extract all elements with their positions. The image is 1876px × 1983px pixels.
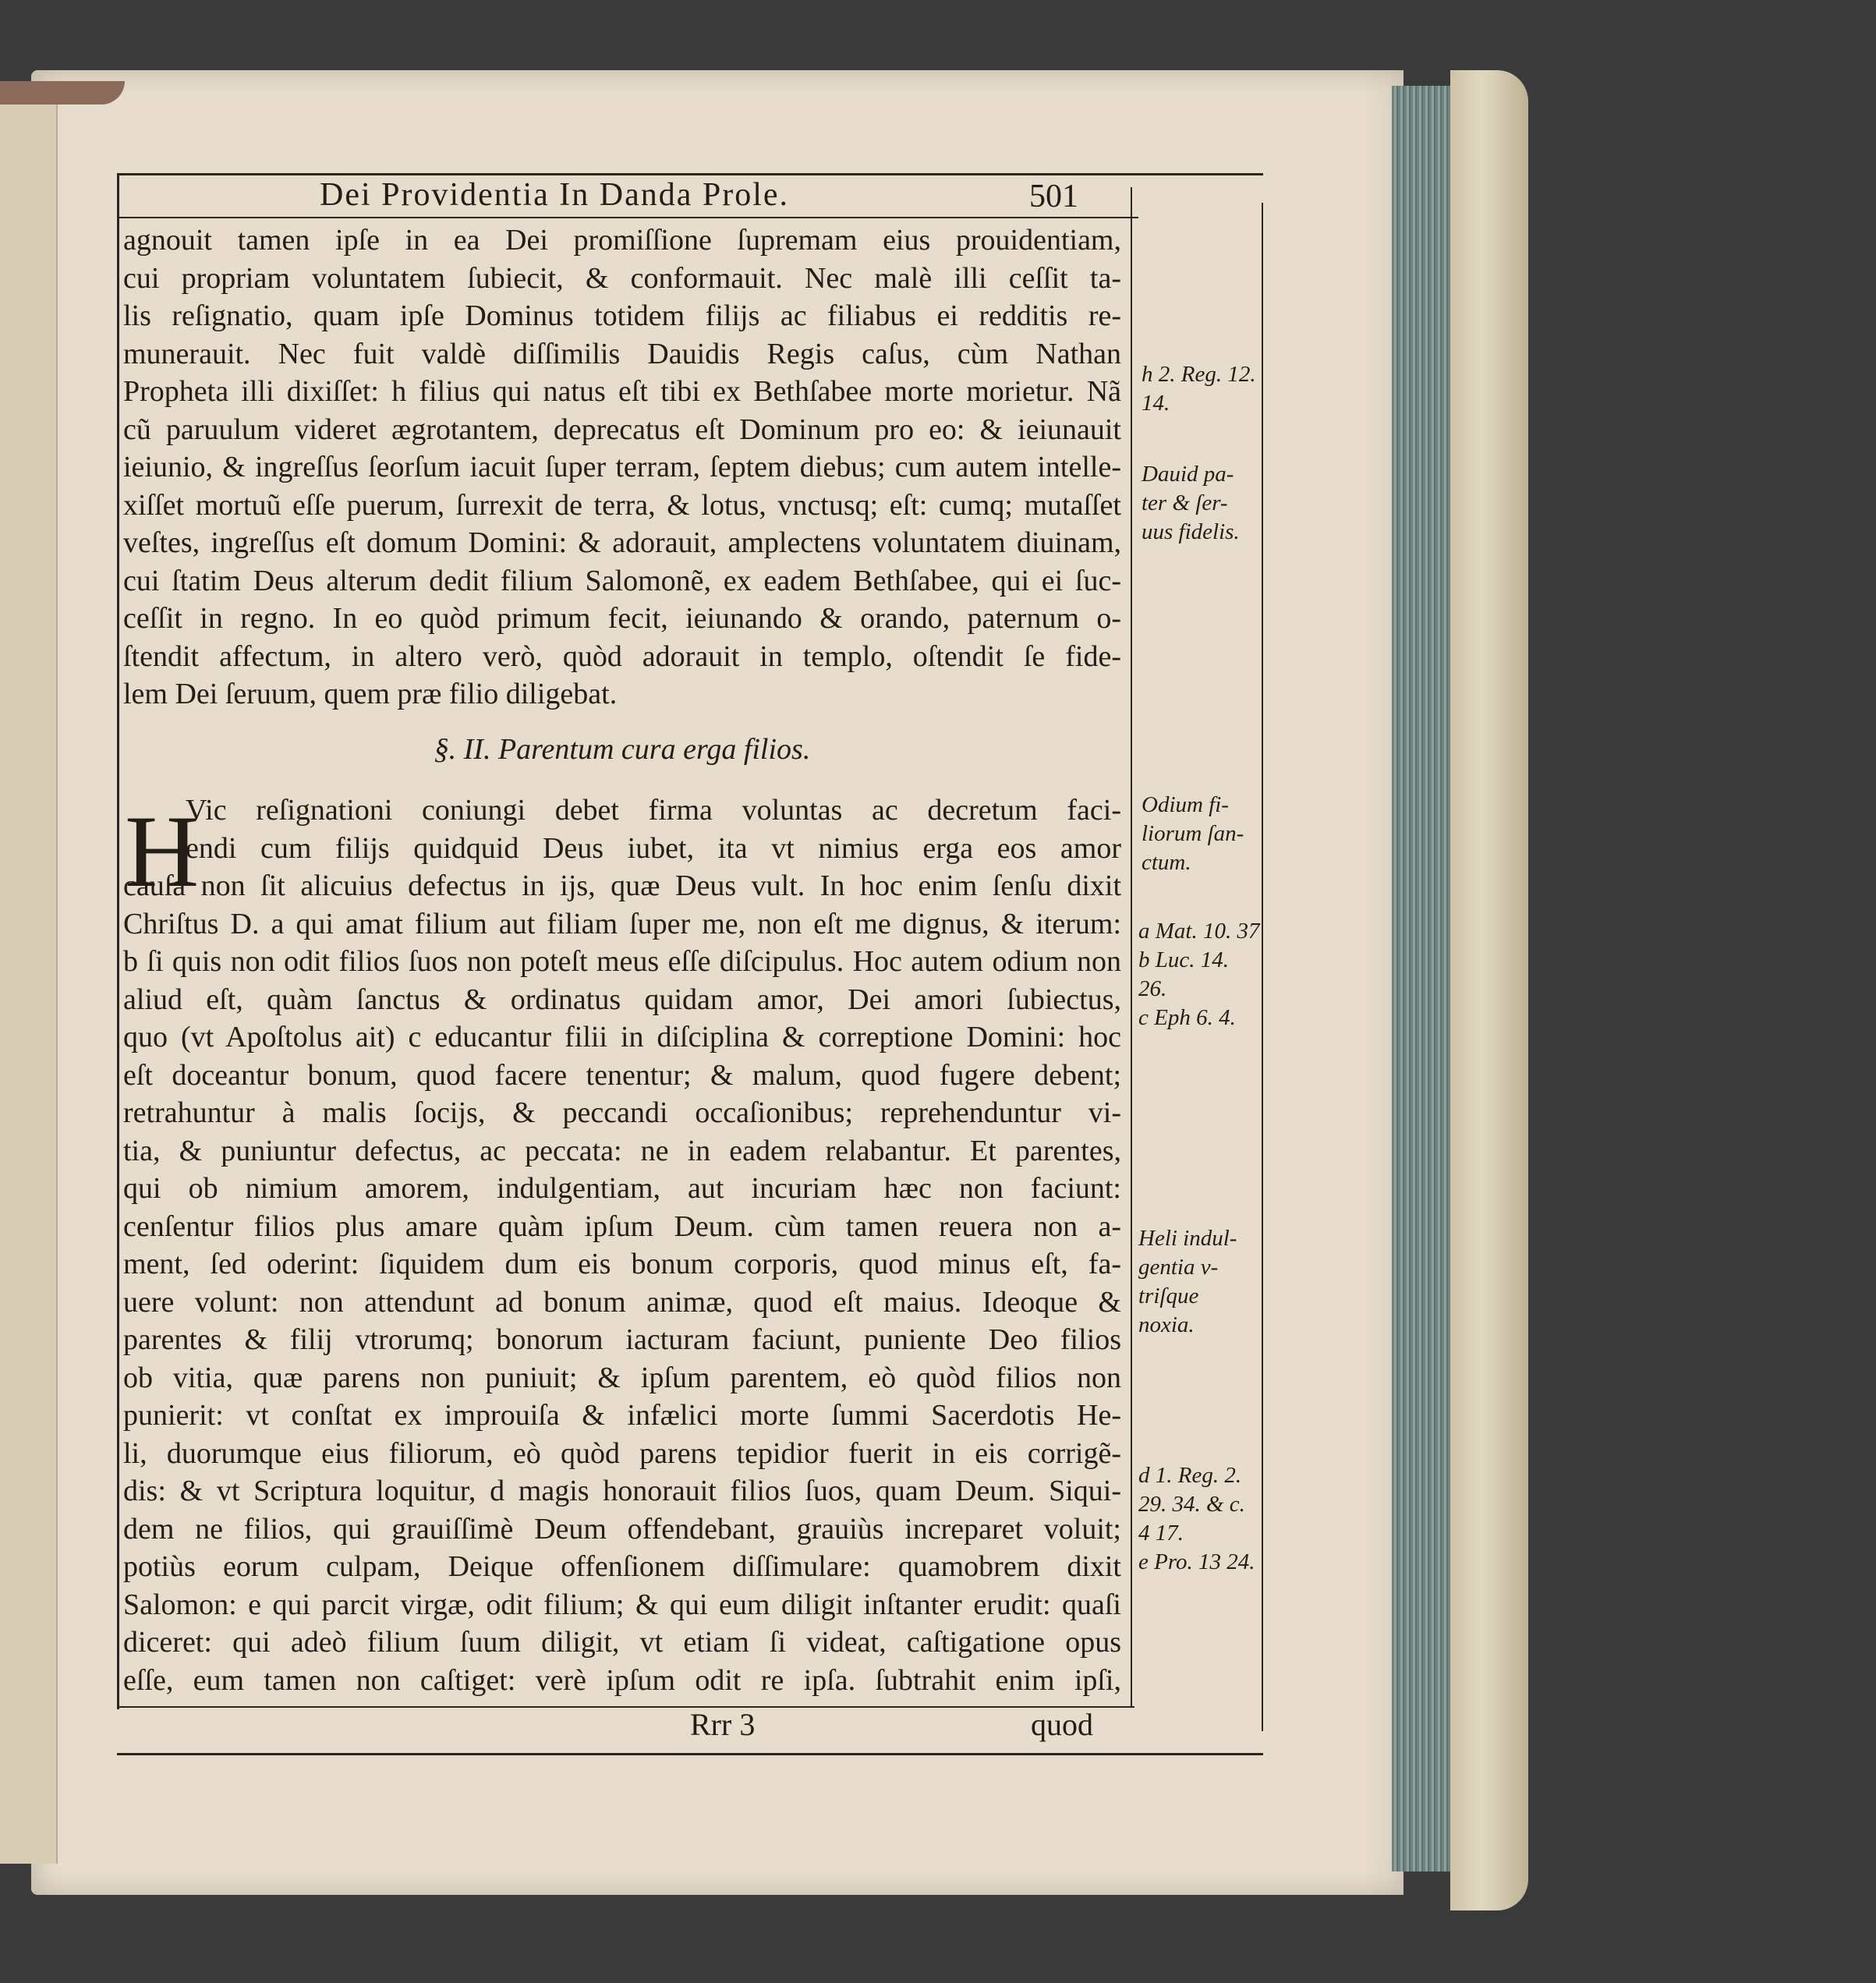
text-line: cũ paruulum videret ægrotantem, deprecatus eſt Dominum pro eo: & ieiunauit: [123, 413, 1121, 446]
text-line: xiſſet mortuũ eſſe puerum, ſurrexit de terra, & lotus, vnctusq; eſt: cumq; mutaſſet: [123, 488, 1121, 522]
text-line: Chriſtus D. a qui amat filium aut filiam ſuper me, non eſt me dignus, & iterum:: [123, 907, 1121, 940]
text-line: agnouit tamen ipſe in ea Dei promiſſione ſupremam eius prouidentiam,: [123, 224, 1121, 257]
margin-note-refs: a Mat. 10. 37 b Luc. 14. 26. c Eph 6. 4.: [1138, 919, 1260, 1030]
text-line: dem ne filios, qui grauiſſimè Deum offendebant, grauiùs increparet voluit;: [123, 1512, 1121, 1546]
book-cover: [1450, 70, 1528, 1910]
text-line: cui propriam voluntatem ſubiecit, & conformauit. Nec malè illi ceſſit ta-: [123, 261, 1121, 295]
text-line: lem Dei ſeruum, quem præ filio diligebat.: [123, 678, 618, 710]
text-line: qui ob nimium amorem, indulgentiam, aut incuriam hæc non faciunt:: [123, 1172, 1121, 1205]
text-line: ieiunio, & ingreſſus ſeorſum iacuit ſuper terram, ſeptem diebus; cum autem intelle-: [123, 451, 1121, 483]
text-line: b ſi quis non odit filios ſuos non poteſt meus eſſe diſcipulus. Hoc autem odium non: [123, 945, 1121, 978]
text-line: diceret: qui adeò filium ſuum diligit, vt etiam ſi videat, caſtigatione opus: [123, 1626, 1121, 1659]
top-rule: [117, 173, 1263, 175]
text-line: lis reſignatio, quam ipſe Dominus totidem filijs ac filiabus ei redditis re-: [123, 299, 1121, 332]
body-bottom-rule: [117, 1706, 1134, 1708]
text-line: tia, & puniuntur defectus, ac peccata: ne in eadem relabantur. Et parentes,: [123, 1134, 1121, 1167]
text-line: potiùs eorum culpam, Deique offenſionem diſſimulare: quamobrem dixit: [123, 1550, 1121, 1583]
left-page-edge: [0, 101, 58, 1864]
text-line: ob vitia, quæ parens non puniuit; & ipſum parentem, eò quòd filios non: [123, 1361, 1121, 1394]
text-line: punierit: vt conſtat ex improuiſa & infælici morte ſummi Sacerdotis He-: [123, 1399, 1121, 1432]
text-line: uere volunt: non attendunt ad bonum animæ, quod eſt maius. Ideoque &: [123, 1285, 1121, 1319]
margin-note-heli: Heli indul- gentia v- triſque noxia.: [1138, 1226, 1237, 1337]
text-line: cauſa non ſit alicuius defectus in ijs, quæ Deus vult. In hoc enim ſenſu dixit: [123, 869, 1121, 902]
text-line: cui ſtatim Deus alterum dedit filium Salomonẽ, ex eadem Bethſabee, qui ei ſuc-: [123, 564, 1121, 597]
text-line: ment, ſed oderint: ſiquidem dum eis bonum corporis, quod minus eſt, fa-: [123, 1248, 1121, 1280]
text-line: retrahuntur à malis ſocijs, & peccandi occaſionibus; reprehenduntur vi-: [123, 1096, 1121, 1129]
text-line: dis: & vt Scriptura loquitur, d magis honorauit filios ſuos, quam Deum. Siqui-: [123, 1475, 1121, 1507]
text-line: li, duorumque eius filiorum, eò quòd parens tepidior fuerit in eis corrigẽ-: [123, 1436, 1121, 1470]
text-line: eſſe, eum tamen non caſtiget: verè ipſum odit re ipſa. ſubtrahit enim ipſi,: [123, 1663, 1121, 1697]
text-line: parentes & filij vtrorumq; bonorum iacturam faciunt, puniente Deo filios: [123, 1323, 1121, 1356]
text-line: ceſſit in regno. In eo quòd primum fecit, ieiunando & orando, paternum o-: [123, 602, 1121, 635]
text-line: quo (vt Apoſtolus ait) c educantur filii in diſciplina & correptione Domini: hoc: [123, 1021, 1121, 1053]
text-line: endi cum filijs quidquid Deus iubet, ita vt nimius erga eos amor: [186, 831, 1121, 865]
text-line: Vic reſignationi coniungi debet firma voluntas ac decretum faci-: [186, 794, 1121, 827]
text-line: munerauit. Nec fuit valdè diſſimilis Dauidis Regis caſus, cùm Nathan: [123, 337, 1121, 370]
margin-note-refs-2: d 1. Reg. 2. 29. 34. & c. 4 17. e Pro. 13 24.: [1138, 1463, 1255, 1574]
section-heading: §. II. Parentum cura erga filios.: [434, 732, 811, 766]
margin-note-dauid: Dauid pa- ter & ſer- uus fidelis.: [1142, 462, 1240, 544]
text-line: veſtes, ingreſſus eſt domum Domini: & adorauit, amplectens voluntatem diuinam,: [123, 526, 1121, 559]
text-line: Salomon: e qui parcit virgæ, odit filium; & qui eum diligit inſtanter erudit: quaſi: [123, 1588, 1121, 1621]
margin-right-rule: [1262, 203, 1263, 1731]
catchword: quod: [1031, 1707, 1093, 1742]
text-line: cenſentur filios plus amare quàm ipſum Deum. cùm tamen reuera non a-: [123, 1209, 1121, 1243]
text-line: eſt doceantur bonum, quod facere tenentur; & malum, quod fugere debent;: [123, 1058, 1121, 1092]
page-number: 501: [1029, 179, 1078, 214]
signature-mark: Rrr 3: [690, 1707, 756, 1742]
main-text: [123, 221, 1121, 1699]
inner-right-rule: [1131, 187, 1132, 1708]
text-line: ſtendit affectum, in altero verò, quòd adorauit in templo, oſtendit ſe fide-: [123, 639, 1121, 673]
text-line: aliud eſt, quàm ſanctus & ordinatus quidam amor, Dei amori ſubiectus,: [123, 983, 1121, 1016]
margin-note-odium: Odium fi- liorum ſan- ctum.: [1142, 792, 1244, 875]
margin-note-reg: h 2. Reg. 12. 14.: [1142, 362, 1256, 416]
running-title: Dei Providentia In Danda Prole.: [320, 177, 790, 213]
spine-headband: [0, 81, 125, 104]
bottom-rule: [117, 1753, 1263, 1755]
text-line: Propheta illi dixiſſet: h filius qui natus eſt tibi ex Bethſabee morte morietur. Nã: [123, 375, 1121, 408]
drop-capital: H: [125, 794, 200, 908]
left-frame-rule: [117, 173, 119, 1709]
header-underline: [117, 217, 1138, 218]
